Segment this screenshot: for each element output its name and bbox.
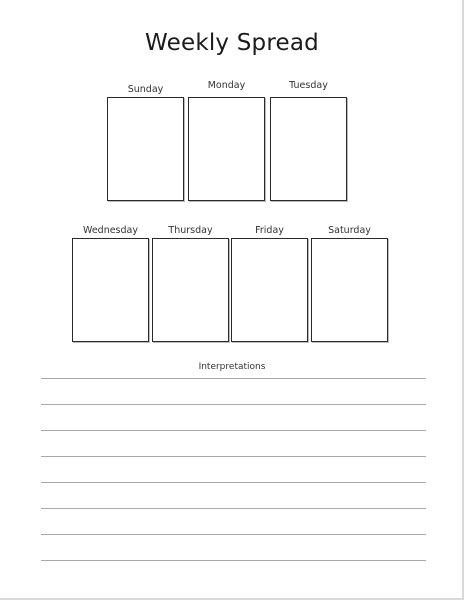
interpretations-heading: Interpretations bbox=[198, 362, 266, 372]
day-label-friday: Friday bbox=[255, 225, 284, 236]
day-card-thursday bbox=[152, 225, 229, 343]
day-card-monday bbox=[188, 80, 265, 202]
writing-line[interactable] bbox=[41, 560, 426, 561]
writing-line[interactable] bbox=[41, 534, 426, 535]
day-label-sunday: Sunday bbox=[127, 84, 164, 95]
day-box-tuesday[interactable] bbox=[270, 97, 347, 201]
day-card-wednesday bbox=[72, 225, 149, 343]
day-box-friday[interactable] bbox=[231, 238, 308, 342]
day-card-saturday bbox=[311, 225, 388, 343]
day-card-friday bbox=[231, 225, 308, 343]
writing-line[interactable] bbox=[41, 378, 426, 379]
page-title: Weekly Spread bbox=[145, 30, 319, 56]
day-label-tuesday: Tuesday bbox=[289, 80, 328, 91]
writing-line[interactable] bbox=[41, 404, 426, 405]
writing-line[interactable] bbox=[41, 430, 426, 431]
day-label-saturday: Saturday bbox=[328, 225, 371, 236]
writing-line[interactable] bbox=[41, 482, 426, 483]
day-label-wednesday: Wednesday bbox=[82, 225, 138, 236]
day-label-monday: Monday bbox=[207, 80, 246, 91]
day-box-saturday[interactable] bbox=[311, 238, 388, 342]
day-box-sunday[interactable] bbox=[107, 97, 184, 201]
day-box-wednesday[interactable] bbox=[72, 238, 149, 342]
writing-line[interactable] bbox=[41, 456, 426, 457]
writing-line[interactable] bbox=[41, 508, 426, 509]
day-box-monday[interactable] bbox=[188, 97, 265, 201]
day-label-thursday: Thursday bbox=[168, 225, 213, 236]
day-card-tuesday bbox=[270, 80, 347, 202]
day-card-sunday bbox=[107, 84, 184, 202]
day-box-thursday[interactable] bbox=[152, 238, 229, 342]
